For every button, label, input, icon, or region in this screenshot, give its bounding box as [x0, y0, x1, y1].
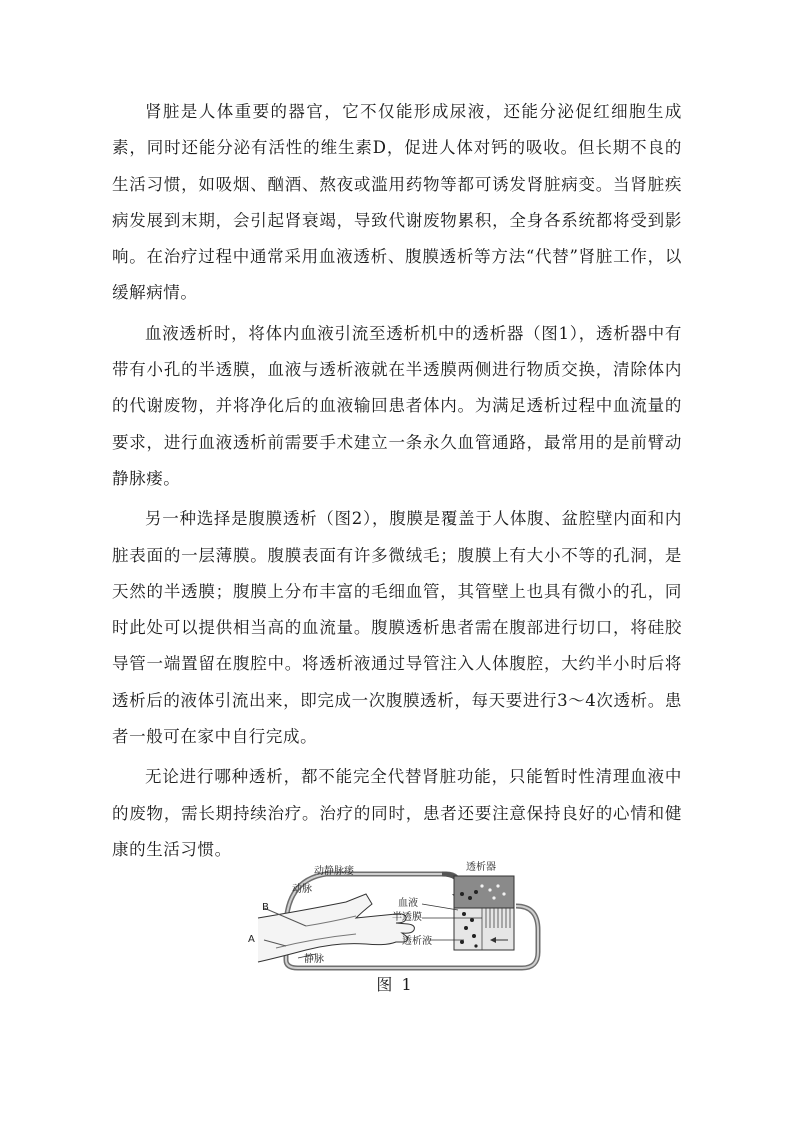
- label-point-a: A: [248, 934, 255, 945]
- label-artery: 动脉: [292, 884, 312, 895]
- label-blood: 血液: [398, 898, 418, 909]
- dialyzer-blood-chamber: [454, 876, 514, 908]
- paragraph-hemodialysis: 血液透析时，将体内血液引流至透析机中的透析器（图1），透析器中有带有小孔的半透膜，血液与透析液就在半透膜两侧进行物质交换，清除体内的代谢废物，并将净化后的血液输回患者体内。为满足透析过程中血流量的要求，进行血液透析前需要手术建立一条永久血管通路，最常用的是前臂动静脉瘘。: [112, 323, 682, 488]
- paragraph-kidney-intro: 肾脏是人体重要的器官，它不仅能形成尿液，还能分泌促红细胞生成素，同时还能分泌有活性的维生素D，促进人体对钙的吸收。但长期不良的生活习惯，如吸烟、酗酒、熬夜或滥用药物等都可诱发肾脏病变。当肾脏疾病发展到末期，会引起肾衰竭，导致代谢废物累积，全身各系统都将受到影响。在治疗过程中通常采用血液透析、腹膜透析等方法“代替”肾脏工作，以缓解病情。: [112, 102, 682, 303]
- forearm: [258, 894, 414, 962]
- label-fistula: 动静脉瘘: [314, 866, 354, 877]
- label-dialysate: 透析液: [402, 936, 432, 947]
- hemodialysis-diagram: [246, 858, 546, 973]
- figure-caption: 图 1: [376, 975, 414, 994]
- label-point-b: B: [262, 902, 269, 913]
- article-body: [112, 94, 682, 868]
- hemodialysis-illustration: [246, 858, 546, 973]
- label-vein: 静脉: [304, 954, 324, 965]
- paragraph-conclusion: 无论进行哪种透析，都不能完全代替肾脏功能，只能暂时性清理血液中的废物，需长期持续治疗。治疗的同时，患者还要注意保持良好的心情和健康的生活习惯。: [112, 767, 682, 859]
- paragraph-peritoneal-dialysis: 另一种选择是腹膜透析（图2），腹膜是覆盖于人体腹、盆腔壁内面和内脏表面的一层薄膜。腹膜表面有许多微绒毛；腹膜上有大小不等的孔洞，是天然的半透膜；腹膜上分布丰富的毛细血管，其管壁上也具有微小的孔，同时此处可以提供相当高的血流量。腹膜透析患者需在腹部进行切口，将硅胶导管一端置留在腹腔中。将透析液通过导管注入人体腹腔，大约半小时后将透析后的液体引流出来，即完成一次腹膜透析，每天要进行3～4次透析。患者一般可在家中自行完成。: [112, 509, 682, 747]
- label-dialyzer: 透析器: [466, 862, 496, 873]
- label-membrane: 半透膜: [392, 912, 422, 923]
